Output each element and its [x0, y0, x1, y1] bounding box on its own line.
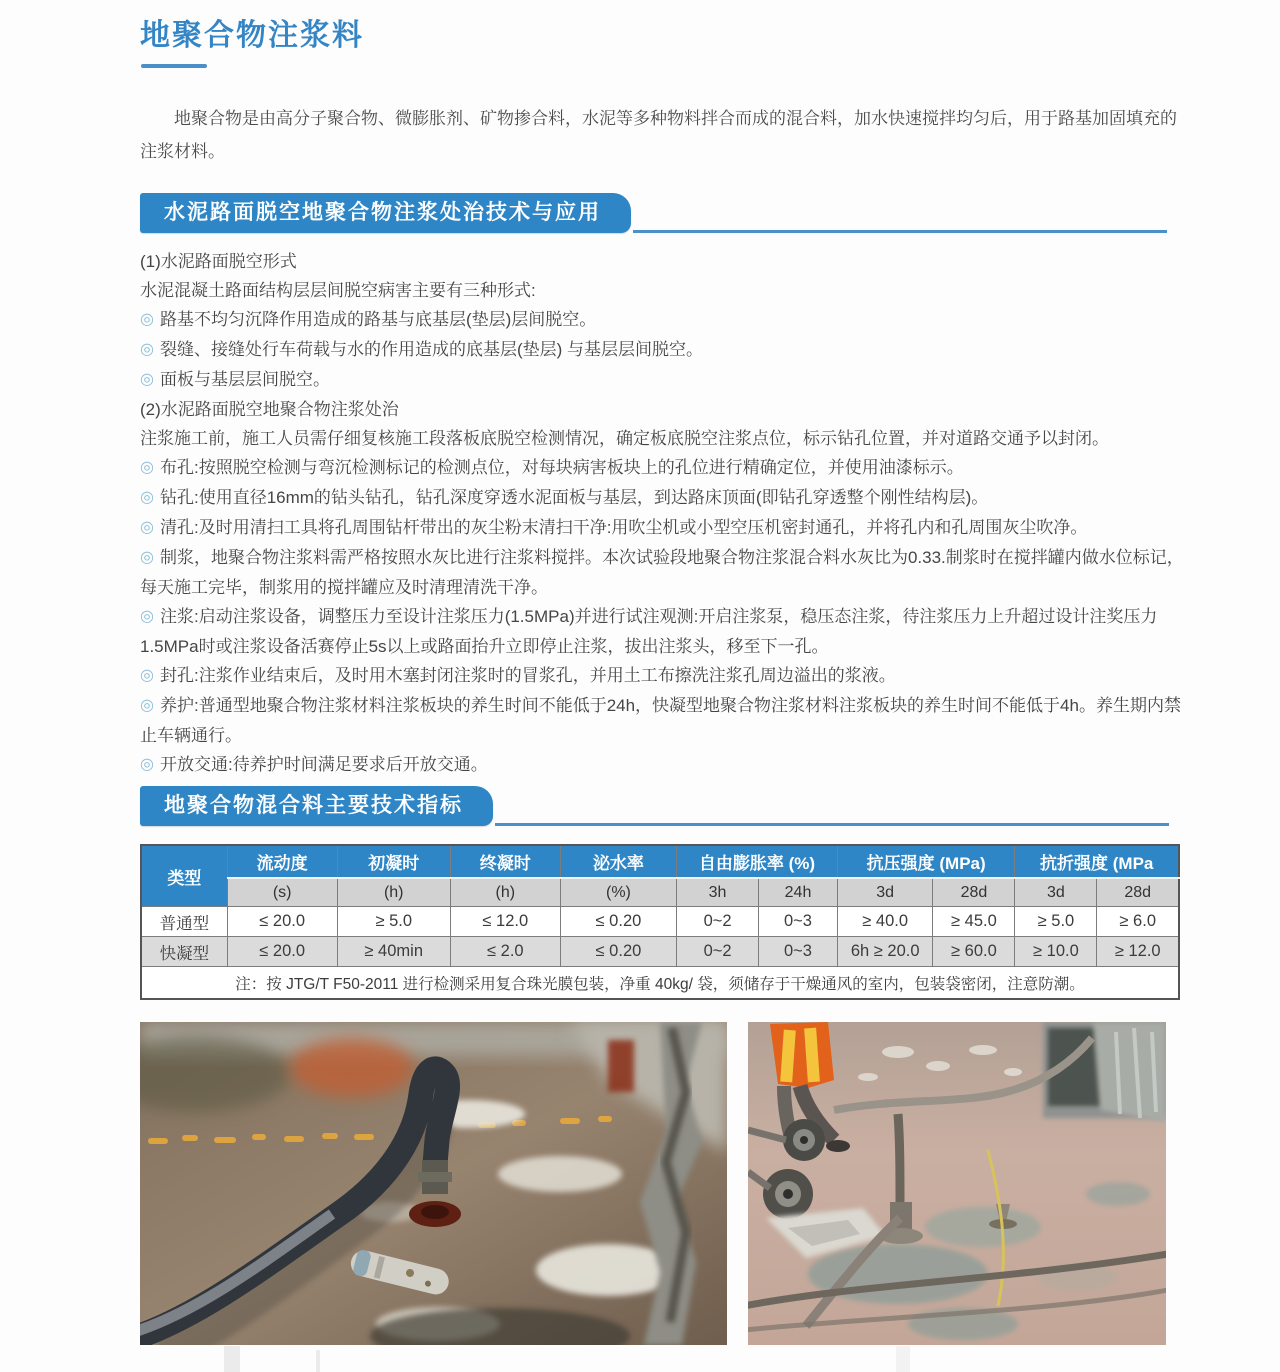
- intro-paragraph: 地聚合物是由高分子聚合物、微膨胀剂、矿物掺合料，水泥等多种物料拌合而成的混合料，加水快速搅拌均匀后，用于路基加固填充的注浆材料。: [140, 109, 1177, 161]
- col-subheader: 28d: [933, 878, 1015, 907]
- photo-row: [140, 1022, 1180, 1345]
- col-subheader: (h): [450, 878, 560, 907]
- bullet-icon: ◎: [140, 341, 154, 358]
- cell: ≤ 0.20: [560, 937, 676, 967]
- cell: ≥ 45.0: [933, 907, 1015, 937]
- bullet-icon: ◎: [140, 371, 154, 388]
- bullet-item: ◎ 钻孔:使用直径16mm的钻头钻孔，钻孔深度穿透水泥面板与基层，到达路床顶面(即钻孔穿透整个刚性结构层)。: [140, 488, 989, 507]
- row-type: 普通型: [141, 907, 227, 937]
- section1-body: [140, 247, 1188, 780]
- table-row: [141, 907, 1179, 937]
- col-header: 泌水率: [560, 845, 676, 878]
- cell: 0~3: [759, 907, 838, 937]
- table-note-row: [141, 967, 1179, 1000]
- cell: 0~2: [677, 907, 759, 937]
- cell: ≥ 60.0: [933, 937, 1015, 967]
- bottom-crop-remnant: [224, 1346, 240, 1372]
- cell: ≥ 6.0: [1097, 907, 1179, 937]
- cell: ≤ 0.20: [560, 907, 676, 937]
- photo-grouting-worksite-with-worker: [748, 1022, 1166, 1345]
- banner-tab: 水泥路面脱空地聚合物注浆处治技术与应用: [140, 193, 631, 233]
- bullet-icon: ◎: [140, 608, 154, 625]
- cell: 0~2: [677, 937, 759, 967]
- bullet-icon: ◎: [140, 697, 154, 714]
- col-subheader: 28d: [1097, 878, 1179, 907]
- paragraph: (2)水泥路面脱空地聚合物注浆处治: [140, 400, 399, 419]
- cell: ≤ 2.0: [450, 937, 560, 967]
- col-subheader: 3d: [1015, 878, 1097, 907]
- banner-tab: 地聚合物混合料主要技术指标: [140, 786, 493, 826]
- banner-rule: [495, 823, 1169, 826]
- cell: 6h ≥ 20.0: [837, 937, 932, 967]
- col-header: 流动度: [227, 845, 337, 878]
- table-row: [141, 937, 1179, 967]
- photo-grouting-hose-on-pavement: [140, 1022, 727, 1345]
- bullet-icon: ◎: [140, 519, 154, 536]
- bullet-icon: ◎: [140, 756, 154, 773]
- bullet-icon: ◎: [140, 311, 154, 328]
- bullet-icon: ◎: [140, 489, 154, 506]
- bottom-crop-remnant: [896, 1346, 910, 1372]
- col-subheader: 3h: [677, 878, 759, 907]
- bullet-item: ◎ 养护:普通型地聚合物注浆材料注浆板块的养生时间不能低于24h，快凝型地聚合物注浆材料注浆板块的养生时间不能低于4h。养生期内禁止车辆通行。: [140, 696, 1181, 745]
- bullet-icon: ◎: [140, 549, 154, 566]
- col-subheader: 3d: [837, 878, 932, 907]
- bullet-item: ◎ 封孔:注浆作业结束后，及时用木塞封闭注浆时的冒浆孔，并用土工布擦洗注浆孔周边溢出的浆液。: [140, 666, 896, 685]
- spec-table: [140, 844, 1180, 1000]
- col-header: 终凝时: [450, 845, 560, 878]
- cell: ≥ 40min: [337, 937, 450, 967]
- section-banner-technology: [140, 193, 1167, 233]
- col-header-group: 抗折强度 (MPa: [1015, 845, 1179, 878]
- row-type: 快凝型: [141, 937, 227, 967]
- page-title: 地聚合物注浆料: [140, 19, 364, 52]
- cell: ≤ 20.0: [227, 907, 337, 937]
- bullet-item: ◎ 清孔:及时用清扫工具将孔周围钻杆带出的灰尘粉末清扫干净:用吹尘机或小型空压机密封通孔，并将孔内和孔周围灰尘吹净。: [140, 518, 1088, 537]
- col-header-type: 类型: [141, 845, 227, 907]
- banner-rule: [633, 230, 1167, 233]
- cell: ≥ 5.0: [1015, 907, 1097, 937]
- col-header-group: 抗压强度 (MPa): [837, 845, 1014, 878]
- paragraph: (1)水泥路面脱空形式: [140, 252, 297, 271]
- cell: ≥ 5.0: [337, 907, 450, 937]
- bullet-icon: ◎: [140, 667, 154, 684]
- col-header: 初凝时: [337, 845, 450, 878]
- paragraph: 注浆施工前，施工人员需仔细复核施工段落板底脱空检测情况，确定板底脱空注浆点位，标示钻孔位置，并对道路交通予以封闭。: [140, 429, 1109, 448]
- cell: ≥ 40.0: [837, 907, 932, 937]
- bullet-item: ◎ 路基不均匀沉降作用造成的路基与底基层(垫层)层间脱空。: [140, 310, 597, 329]
- cell: ≥ 12.0: [1097, 937, 1179, 967]
- col-subheader: (%): [560, 878, 676, 907]
- col-subheader: (h): [337, 878, 450, 907]
- col-header-group: 自由膨胀率 (%): [677, 845, 838, 878]
- bullet-item: ◎ 裂缝、接缝处行车荷载与水的作用造成的底基层(垫层) 与基层层间脱空。: [140, 340, 704, 359]
- paragraph: 水泥混凝土路面结构层层间脱空病害主要有三种形式:: [140, 281, 536, 300]
- cell: ≥ 10.0: [1015, 937, 1097, 967]
- bullet-item: ◎ 布孔:按照脱空检测与弯沉检测标记的检测点位，对每块病害板块上的孔位进行精确定位，并使用油漆标示。: [140, 458, 964, 477]
- bullet-item: ◎ 开放交通:待养护时间满足要求后开放交通。: [140, 755, 488, 774]
- bullet-item: ◎ 制浆，地聚合物注浆料需严格按照水灰比进行注浆料搅拌。本次试验段地聚合物注浆混合料水灰比为0.33.制浆时在搅拌罐内做水位标记，每天施工完毕，制浆用的搅拌罐应及时清理清洗干净。: [140, 548, 1184, 597]
- bottom-crop-remnant: [316, 1350, 320, 1372]
- cell: ≤ 20.0: [227, 937, 337, 967]
- title-underline: [141, 64, 207, 68]
- bullet-item: ◎ 面板与基层层间脱空。: [140, 370, 330, 389]
- cell: 0~3: [759, 937, 838, 967]
- section-banner-specs: [140, 786, 1169, 826]
- table-note: 注：按 JTG/T F50-2011 进行检测采用复合珠光膜包装，净重 40kg/ 袋，须储存于干燥通风的室内，包装袋密闭，注意防潮。: [141, 967, 1179, 1000]
- bullet-item: ◎ 注浆:启动注浆设备，调整压力至设计注浆压力(1.5MPa)并进行试注观测:开启注浆泵，稳压态注浆，待注浆压力上升超过设计注奖压力1.5MPa时或注浆设备活赛停止5s以上或路面抬升立即停止注浆，拔出注浆头，移至下一孔。: [140, 607, 1158, 656]
- col-subheader: (s): [227, 878, 337, 907]
- cell: ≤ 12.0: [450, 907, 560, 937]
- bullet-icon: ◎: [140, 459, 154, 476]
- col-subheader: 24h: [759, 878, 838, 907]
